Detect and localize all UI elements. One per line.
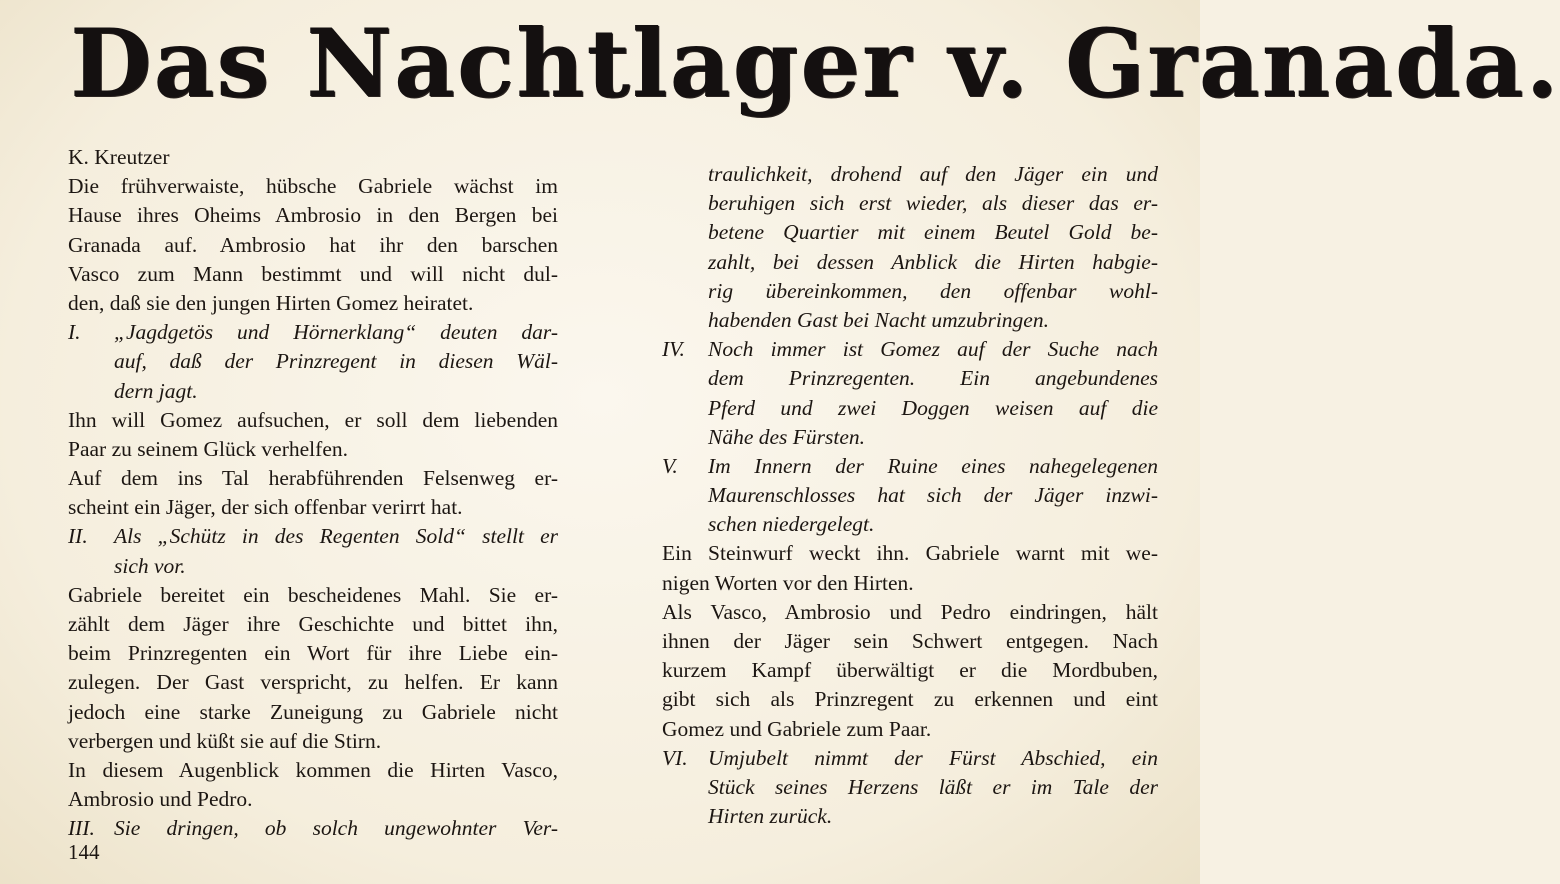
text-line <box>662 306 1158 335</box>
text-line <box>662 189 1158 218</box>
line-text: gibt sich als Prinzregent zu erkennen und eint <box>662 687 1158 712</box>
line-text: den, daß sie den jungen Hirten Gomez heiratet. <box>68 290 474 315</box>
text-line <box>662 569 1158 598</box>
text-line <box>68 289 558 318</box>
author-line: K. Kreutzer <box>68 145 170 169</box>
text-line <box>662 248 1158 277</box>
text-line <box>68 318 558 347</box>
text-line <box>662 715 1158 744</box>
text-line <box>662 394 1158 423</box>
text-line <box>68 406 558 435</box>
line-text: Die frühverwaiste, hübsche Gabriele wächst im <box>68 174 558 199</box>
line-text: Noch immer ist Gomez auf der Suche nach <box>708 337 1158 362</box>
line-text: Ein Steinwurf weckt ihn. Gabriele warnt mit we- <box>662 541 1158 566</box>
line-text: dern jagt. <box>114 378 198 403</box>
line-text: Auf dem ins Tal herabführenden Felsenweg er- <box>68 466 558 491</box>
line-text: Als „Schütz in des Regenten Sold“ stellt er <box>114 524 558 549</box>
text-line <box>68 260 558 289</box>
line-text: Als Vasco, Ambrosio und Pedro eindringen, hält <box>662 599 1158 624</box>
line-text: habenden Gast bei Nacht umzubringen. <box>708 307 1049 332</box>
text-line <box>662 160 1158 189</box>
act-number: V. <box>662 453 678 478</box>
line-text: Vasco zum Mann bestimmt und will nicht dul- <box>68 261 558 286</box>
line-text: Sie dringen, ob solch ungewohnter Ver- <box>114 816 558 841</box>
text-line <box>662 656 1158 685</box>
line-text: betene Quartier mit einem Beutel Gold be- <box>708 220 1158 245</box>
line-text: sich vor. <box>114 553 186 578</box>
line-text: jedoch eine starke Zuneigung zu Gabriele nicht <box>68 699 558 724</box>
text-line <box>662 218 1158 247</box>
line-text: kurzem Kampf überwältigt er die Mordbuben, <box>662 658 1158 683</box>
line-text: „Jagdgetös und Hörnerklang“ deuten dar- <box>114 320 558 345</box>
line-text: ihnen der Jäger sein Schwert entgegen. Nach <box>662 629 1158 653</box>
text-line <box>68 201 558 230</box>
text-line <box>68 814 558 843</box>
line-text: Pferd und zwei Doggen weisen auf die <box>708 395 1158 420</box>
text-line <box>662 277 1158 306</box>
text-line <box>68 785 558 814</box>
text-line <box>68 493 558 522</box>
text-line <box>662 539 1158 568</box>
text-line <box>68 347 558 376</box>
text-line <box>68 172 558 201</box>
act-number: IV. <box>662 337 685 362</box>
text-line <box>662 335 1158 364</box>
text-line <box>68 698 558 727</box>
line-text: Umjubelt nimmt der Fürst Abschied, ein <box>708 745 1158 770</box>
left-column <box>68 143 558 844</box>
text-line <box>68 377 558 406</box>
text-line <box>662 685 1158 714</box>
line-text: Paar zu seinem Glück verhelfen. <box>68 436 348 461</box>
text-line <box>662 598 1158 627</box>
line-text: zahlt, bei dessen Anblick die Hirten habgie- <box>708 249 1158 274</box>
text-line <box>68 581 558 610</box>
text-line <box>662 627 1158 656</box>
line-text: Hause ihres Oheims Ambrosio in den Bergen bei <box>68 203 558 228</box>
line-text: rig übereinkommen, den offenbar wohl- <box>708 278 1158 303</box>
page-title: Das Nachtlager v. Granada. <box>70 9 1560 119</box>
line-text: auf, daß der Prinzregent in diesen Wäl- <box>114 349 558 374</box>
text-line <box>68 464 558 493</box>
text-line <box>662 744 1158 773</box>
text-line <box>662 802 1158 831</box>
line-text: Gomez und Gabriele zum Paar. <box>662 716 932 741</box>
text-line <box>68 231 558 260</box>
text-line <box>68 727 558 756</box>
line-text: Hirten zurück. <box>708 804 833 829</box>
text-line <box>68 435 558 464</box>
line-text: zulegen. Der Gast verspricht, zu helfen. Er kann <box>68 670 558 695</box>
text-line <box>662 773 1158 802</box>
left-text-block <box>68 172 558 843</box>
line-text: In diesem Augenblick kommen die Hirten Vasco, <box>68 757 558 782</box>
line-text: Im Innern der Ruine eines nahegelegenen <box>708 453 1158 478</box>
text-line <box>662 364 1158 393</box>
act-number: II. <box>68 524 88 549</box>
line-text: verbergen und küßt sie auf die Stirn. <box>68 728 382 753</box>
line-text: Gabriele bereitet ein bescheidenes Mahl. Sie er- <box>68 582 558 607</box>
text-line <box>68 668 558 697</box>
line-text: dem Prinzregenten. Ein angebundenes <box>708 366 1158 391</box>
act-number: I. <box>68 320 81 345</box>
line-text: nigen Worten vor den Hirten. <box>662 570 914 595</box>
line-text: Maurenschlosses hat sich der Jäger inzwi- <box>708 483 1158 508</box>
text-line <box>68 639 558 668</box>
text-line <box>662 510 1158 539</box>
line-text: Ihn will Gomez aufsuchen, er soll dem liebenden <box>68 407 558 432</box>
text-line <box>68 552 558 581</box>
right-text-block <box>662 160 1158 831</box>
text-line <box>68 610 558 639</box>
line-text: schen niedergelegt. <box>708 512 875 537</box>
act-number: VI. <box>662 745 688 770</box>
text-line <box>662 423 1158 452</box>
text-line <box>662 481 1158 510</box>
line-text: traulichkeit, drohend auf den Jäger ein und <box>708 162 1158 186</box>
line-text: Nähe des Fürsten. <box>708 424 866 449</box>
text-line <box>68 522 558 551</box>
text-line <box>662 452 1158 481</box>
line-text: zählt dem Jäger ihre Geschichte und bittet ihn, <box>68 612 558 636</box>
line-text: scheint ein Jäger, der sich offenbar verirrt hat. <box>68 495 463 520</box>
right-column <box>662 160 1158 831</box>
line-text: beim Prinzregenten ein Wort für ihre Liebe ein- <box>68 641 558 666</box>
page-number: 144 <box>68 840 100 864</box>
line-text: Ambrosio und Pedro. <box>68 787 253 812</box>
text-line <box>68 756 558 785</box>
line-text: beruhigen sich erst wieder, als dieser das er- <box>708 191 1158 216</box>
line-text: Granada auf. Ambrosio hat ihr den barschen <box>68 232 558 257</box>
act-number: III. <box>68 816 95 841</box>
line-text: Stück seines Herzens läßt er im Tale der <box>708 774 1158 799</box>
